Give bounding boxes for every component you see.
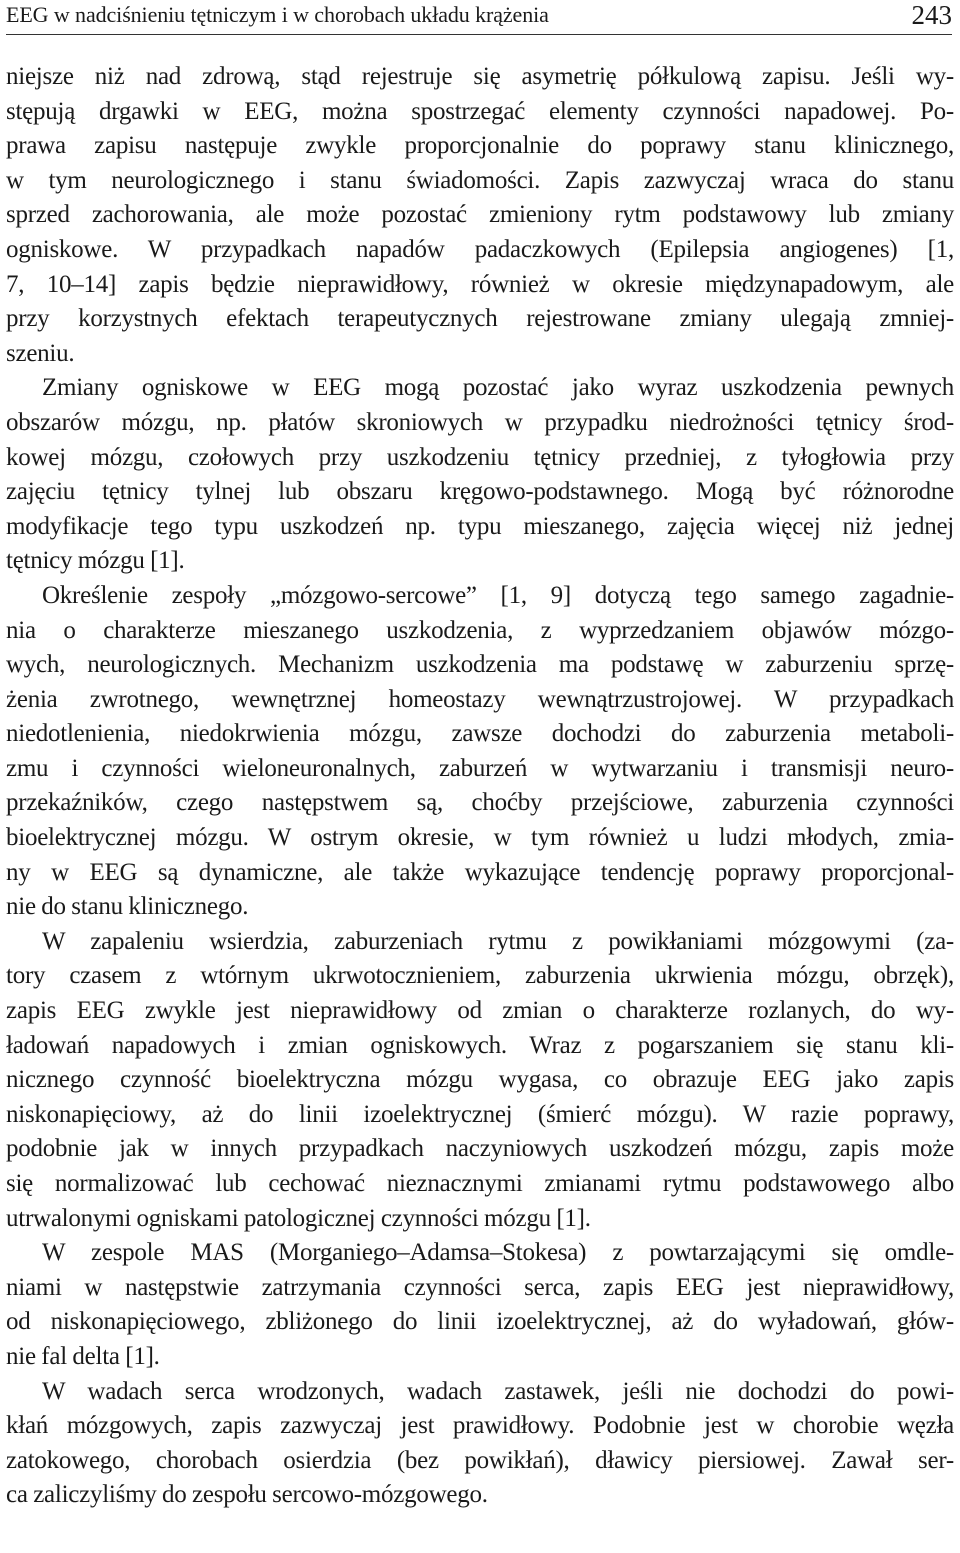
text-line: utrwalonymi ogniskami patologicznej czynności mózgu [1]. bbox=[6, 1204, 591, 1232]
page-number: 243 bbox=[911, 0, 952, 30]
text-line: niedotlenienia, niedokrwienia mózgu, zawsze dochodzi do zaburzenia metaboli- bbox=[6, 720, 954, 748]
text-line: ładowań napadowych i zmian ogniskowych. Wraz z pogarszaniem się stanu kli- bbox=[6, 1031, 954, 1059]
text-line: nicznego czynność bioelektryczna mózgu wygasa, co obrazuje EEG jako zapis bbox=[6, 1066, 954, 1094]
running-header-title: EEG w nadciśnieniu tętniczym i w chorobach układu krążenia bbox=[6, 2, 549, 27]
text-line: bioelektrycznej mózgu. W ostrym okresie, w tym również u ludzi młodych, zmia- bbox=[6, 824, 954, 852]
text-line: kowej mózgu, czołowych przy uszkodzeniu tętnicy przedniej, z tyłogłowia przy bbox=[6, 443, 954, 471]
text-line: nia o charakterze mieszanego uszkodzenia, z wyprzedzaniem objawów mózgo- bbox=[6, 616, 954, 644]
text-line: nie do stanu klinicznego. bbox=[6, 893, 249, 921]
text-line: 7, 10–14] zapis będzie nieprawidłowy, również w okresie międzynapadowym, ale bbox=[6, 270, 954, 298]
paragraph-1 bbox=[6, 60, 954, 371]
paragraph-2 bbox=[6, 371, 954, 579]
text-line: niami w następstwie zatrzymania czynności serca, zapis EEG jest nieprawidłowy, bbox=[6, 1273, 954, 1301]
text-line: żenia zwrotnego, wewnętrznej homeostazy wewnątrzustrojowej. W przypadkach bbox=[6, 685, 954, 713]
text-line: zatokowego, chorobach osierdzia (bez powikłań), dławicy piersiowej. Zawał ser- bbox=[6, 1446, 954, 1474]
text-line: W wadach serca wrodzonych, wadach zastawek, jeśli nie dochodzi do powi- bbox=[42, 1377, 954, 1405]
text-line: niejsze niż nad zdrową, stąd rejestruje się asymetrię półkulową zapisu. Jeśli wy- bbox=[6, 63, 954, 90]
text-line: przy korzystnych efektach terapeutycznych rejestrowane zmiany ulegają zmniej- bbox=[6, 305, 954, 333]
text-line: ogniskowe. W przypadkach napadów padaczkowych (Epilepsia angiogenes) [1, bbox=[6, 235, 954, 263]
text-line: sprzed zachorowania, ale może pozostać zmieniony rytm podstawowy lub zmiany bbox=[6, 201, 954, 229]
text-line: stępują drgawki w EEG, można spostrzegać elementy czynności napadowej. Po- bbox=[6, 97, 954, 125]
paragraph-4 bbox=[6, 925, 954, 1236]
text-line: tętnicy mózgu [1]. bbox=[6, 547, 185, 575]
text-line: zapis EEG zwykle jest nieprawidłowy od zmian o charakterze rozlanych, do wy- bbox=[6, 997, 954, 1025]
text-line: modyfikacje tego typu uszkodzeń np. typu mieszanego, zajęcia więcej niż jednej bbox=[6, 512, 954, 540]
header-divider bbox=[6, 34, 952, 35]
text-line: ca zaliczyliśmy do zespołu sercowo-mózgowego. bbox=[6, 1481, 488, 1509]
text-line: w tym neurologicznego i stanu świadomości. Zapis zazwyczaj wraca do stanu bbox=[6, 166, 954, 194]
text-line: tory czasem z wtórnym ukrwotocznieniem, zaburzenia ukrwienia mózgu, obrzęk), bbox=[6, 962, 954, 990]
text-line: W zapaleniu wsierdzia, zaburzeniach rytmu z powikłaniami mózgowymi (za- bbox=[42, 927, 954, 955]
text-line: zajęciu tętnicy tylnej lub obszaru kręgowo-podstawnego. Mogą być różnorodne bbox=[6, 478, 954, 506]
text-line: wych, neurologicznych. Mechanizm uszkodzenia ma podstawę w zaburzeniu sprzę- bbox=[6, 651, 954, 679]
text-line: niskonapięciowy, aż do linii izoelektrycznej (śmierć mózgu). W razie poprawy, bbox=[6, 1100, 954, 1128]
text-line: zmu i czynności wieloneuronalnych, zaburzeń w wytwarzaniu i transmisji neuro- bbox=[6, 754, 954, 782]
text-line: Zmiany ogniskowe w EEG mogą pozostać jako wyraz uszkodzenia pewnych bbox=[42, 374, 954, 402]
body-text bbox=[6, 60, 954, 1513]
text-line: prawa zapisu następuje zwykle proporcjonalnie do poprawy stanu klinicznego, bbox=[6, 132, 954, 160]
text-line: obszarów mózgu, np. płatów skroniowych w przypadku niedrożności tętnicy środ- bbox=[6, 408, 954, 436]
text-line: W zespole MAS (Morganiego–Adamsa–Stokesa) z powtarzającymi się omdle- bbox=[42, 1239, 954, 1267]
text-line: podobnie jak w innych przypadkach naczyniowych uszkodzeń mózgu, zapis może bbox=[6, 1135, 954, 1163]
text-line: nie fal delta [1]. bbox=[6, 1342, 160, 1370]
text-line: szeniu. bbox=[6, 339, 75, 367]
text-line: ny w EEG są dynamiczne, ale także wykazujące tendencję poprawy proporcjonal- bbox=[6, 858, 954, 886]
text-line: Określenie zespoły „mózgowo-sercowe” [1, 9] dotyczą tego samego zagadnie- bbox=[42, 581, 954, 609]
paragraph-5 bbox=[6, 1236, 954, 1374]
text-line: się normalizować lub cechować nieznacznymi zmianami rytmu podstawowego albo bbox=[6, 1170, 954, 1197]
paragraph-3 bbox=[6, 579, 954, 925]
paragraph-6 bbox=[6, 1375, 954, 1513]
running-header bbox=[6, 0, 952, 32]
text-line: kłań mózgowych, zapis zazwyczaj jest prawidłowy. Podobnie jest w chorobie węzła bbox=[6, 1412, 954, 1440]
text-line: od niskonapięciowego, zbliżonego do linii izoelektrycznej, aż do wyładowań, głów- bbox=[6, 1308, 954, 1336]
text-line: przekaźników, czego następstwem są, choćby przejściowe, zaburzenia czynności bbox=[6, 789, 954, 817]
